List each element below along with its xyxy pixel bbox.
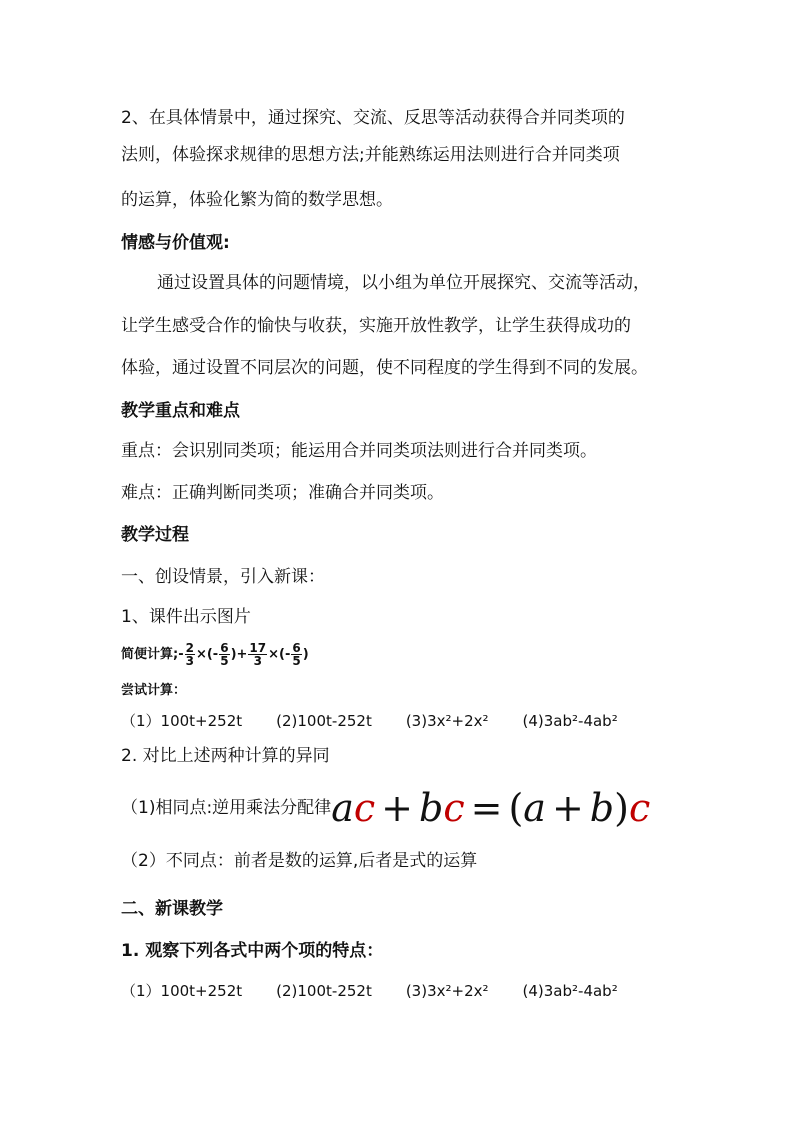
step-1-title: 一、创设情景，引入新课： bbox=[121, 567, 325, 587]
step-1-1-text: 1、课件出示图片 bbox=[121, 607, 251, 627]
compare-text: 2. 对比上述两种计算的异同 bbox=[121, 746, 330, 766]
key-point-text: 重点：会识别同类项；能运用合并同类项法则进行合并同类项。 bbox=[121, 441, 597, 461]
simple-calc-expression: 简便计算;- $\frac{2}{3}$ ×(- $\frac{6}{5}$ )+ $\frac{17}{3}$ ×(- $\frac{6}{5}$ ) bbox=[121, 641, 309, 668]
try-calc-label: 尝试计算： bbox=[121, 683, 187, 698]
objective-2-line-1: 2、在具体情景中，通过探究、交流、反思等活动获得合并同类项的 bbox=[121, 108, 625, 128]
same-point-line bbox=[121, 786, 650, 830]
exercise-item: (2)100t-252t bbox=[276, 712, 372, 730]
exercise-item: (4)3ab²-4ab² bbox=[522, 712, 618, 730]
difference-text: （2）不同点：前者是数的运算,后者是式的运算 bbox=[121, 851, 478, 871]
difficulty-text: 难点：正确判断同类项；准确合并同类项。 bbox=[121, 483, 444, 503]
exercise-list-1 bbox=[121, 710, 618, 732]
same-point-label: （1)相同点:逆用乘法分配律 bbox=[121, 798, 332, 818]
exercise-item: （1）100t+252t bbox=[121, 982, 243, 1000]
fraction-3: $\frac{17}{3}$ bbox=[249, 641, 267, 668]
exercise-list-2 bbox=[121, 980, 618, 1002]
distributive-formula: ac + bc = (a + b)c bbox=[331, 786, 651, 830]
observe-text: 1. 观察下列各式中两个项的特点： bbox=[121, 941, 384, 961]
exercise-item: (4)3ab²-4ab² bbox=[522, 982, 618, 1000]
step-2-title: 二、新课教学 bbox=[121, 899, 223, 919]
emotion-line-3: 体验，通过设置不同层次的问题，使不同程度的学生得到不同的发展。 bbox=[121, 358, 648, 378]
heading-process: 教学过程 bbox=[121, 525, 189, 545]
exercise-item: （1）100t+252t bbox=[121, 712, 243, 730]
exercise-item: (3)3x²+2x² bbox=[405, 982, 489, 1000]
simple-calc-label: 简便计算; bbox=[121, 647, 179, 662]
objective-2-line-2: 法则，体验探求规律的思想方法;并能熟练运用法则进行合并同类项 bbox=[121, 145, 620, 165]
objective-2-line-3: 的运算，体验化繁为简的数学思想。 bbox=[121, 190, 393, 210]
fraction-1: $\frac{2}{3}$ bbox=[185, 641, 194, 668]
exercise-item: (3)3x²+2x² bbox=[405, 712, 489, 730]
heading-key-points: 教学重点和难点 bbox=[121, 401, 240, 421]
fraction-4: $\frac{6}{5}$ bbox=[292, 641, 301, 668]
exercise-item: (2)100t-252t bbox=[276, 982, 372, 1000]
fraction-2: $\frac{6}{5}$ bbox=[220, 641, 229, 668]
heading-emotion-values: 情感与价值观: bbox=[121, 233, 230, 253]
emotion-line-1: 通过设置具体的问题情境，以小组为单位开展探究、交流等活动， bbox=[157, 273, 650, 293]
emotion-line-2: 让学生感受合作的愉快与收获，实施开放性教学，让学生获得成功的 bbox=[121, 316, 631, 336]
